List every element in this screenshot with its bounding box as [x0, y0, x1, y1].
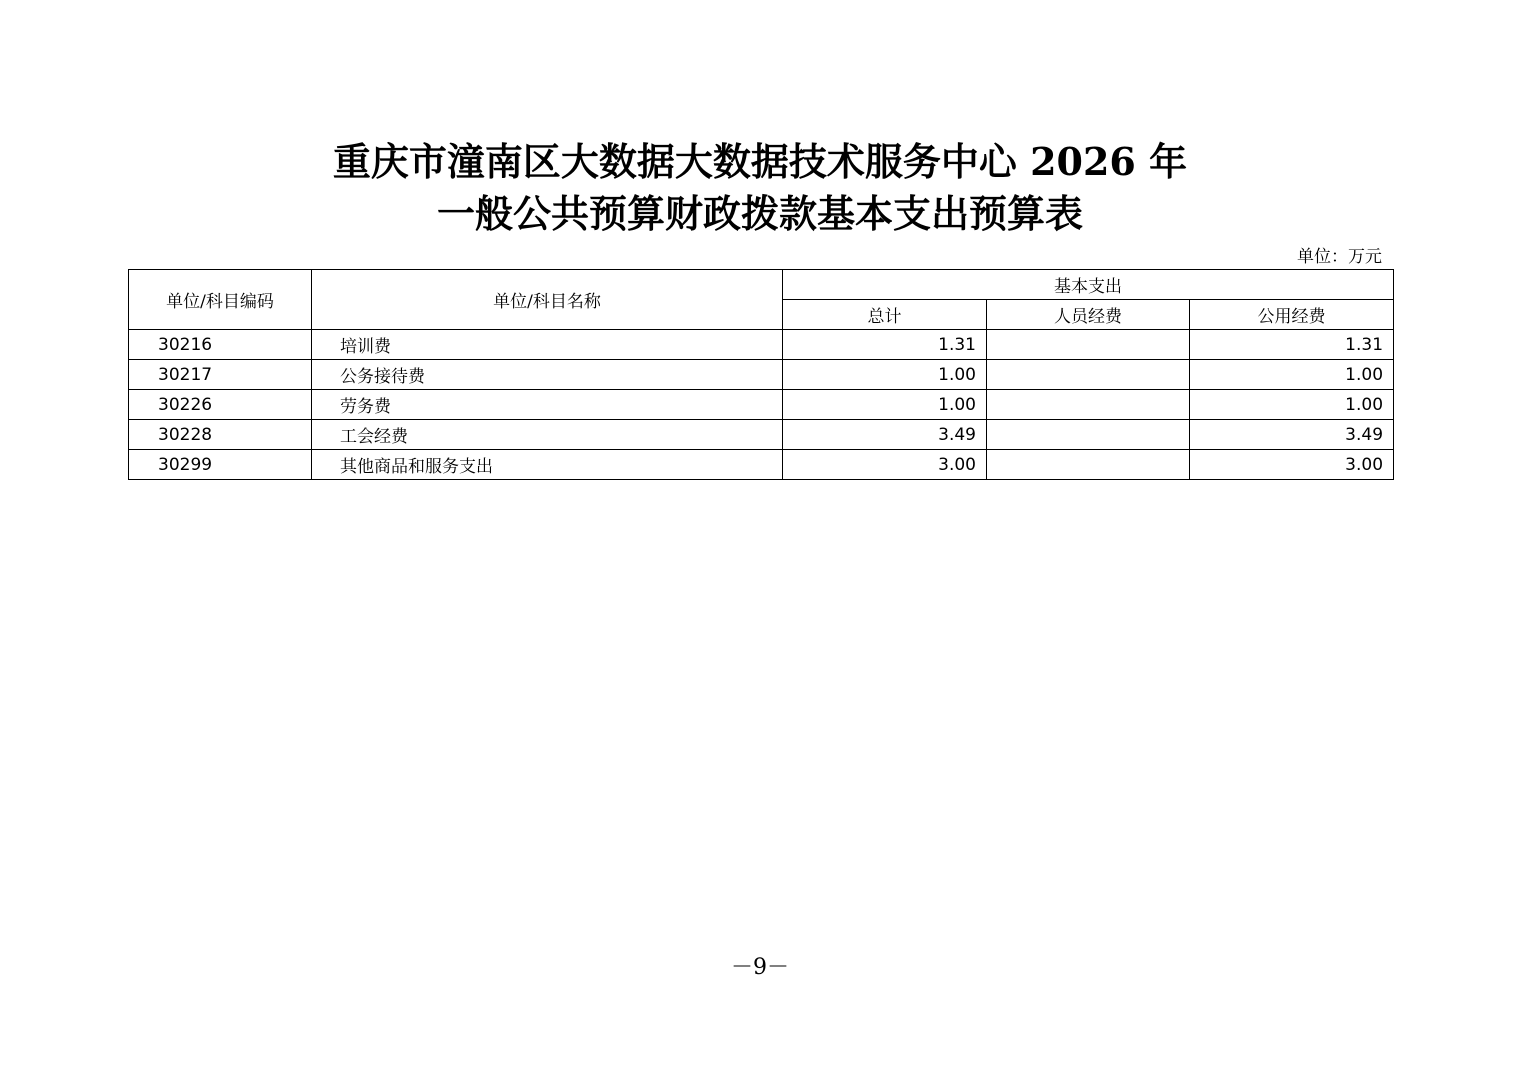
unit-label: 单位：万元	[1297, 247, 1382, 267]
document-title-line-1: 重庆市潼南区大数据大数据技术服务中心 2026 年	[332, 139, 1188, 184]
row-code: 30228	[129, 420, 312, 450]
row-personnel	[987, 330, 1190, 360]
row-code: 30217	[129, 360, 312, 390]
row-public: 1.31	[1190, 330, 1394, 360]
page-number: －9－	[731, 955, 789, 980]
row-name: 公务接待费	[312, 360, 783, 390]
row-public: 3.00	[1190, 450, 1394, 480]
row-personnel	[987, 360, 1190, 390]
row-code: 30226	[129, 390, 312, 420]
table-header-row	[129, 270, 1394, 300]
row-name: 劳务费	[312, 390, 783, 420]
row-name: 培训费	[312, 330, 783, 360]
table-row	[129, 360, 1394, 390]
row-total: 3.49	[783, 420, 987, 450]
row-code: 30299	[129, 450, 312, 480]
table-row	[129, 450, 1394, 480]
row-personnel	[987, 420, 1190, 450]
row-personnel	[987, 390, 1190, 420]
header-basic-expenditure: 基本支出	[783, 270, 1394, 300]
row-code: 30216	[129, 330, 312, 360]
row-public: 3.49	[1190, 420, 1394, 450]
header-name: 单位/科目名称	[312, 270, 783, 330]
document-title-line-2: 一般公共预算财政拨款基本支出预算表	[436, 191, 1083, 236]
budget-table	[128, 269, 1394, 480]
row-total: 1.31	[783, 330, 987, 360]
table-row	[129, 420, 1394, 450]
header-code: 单位/科目编码	[129, 270, 312, 330]
row-name: 其他商品和服务支出	[312, 450, 783, 480]
row-total: 3.00	[783, 450, 987, 480]
table-row	[129, 390, 1394, 420]
row-public: 1.00	[1190, 360, 1394, 390]
row-total: 1.00	[783, 360, 987, 390]
table-row	[129, 330, 1394, 360]
row-personnel	[987, 450, 1190, 480]
row-total: 1.00	[783, 390, 987, 420]
row-name: 工会经费	[312, 420, 783, 450]
header-public: 公用经费	[1190, 300, 1394, 330]
row-public: 1.00	[1190, 390, 1394, 420]
header-personnel: 人员经费	[987, 300, 1190, 330]
header-total: 总计	[783, 300, 987, 330]
